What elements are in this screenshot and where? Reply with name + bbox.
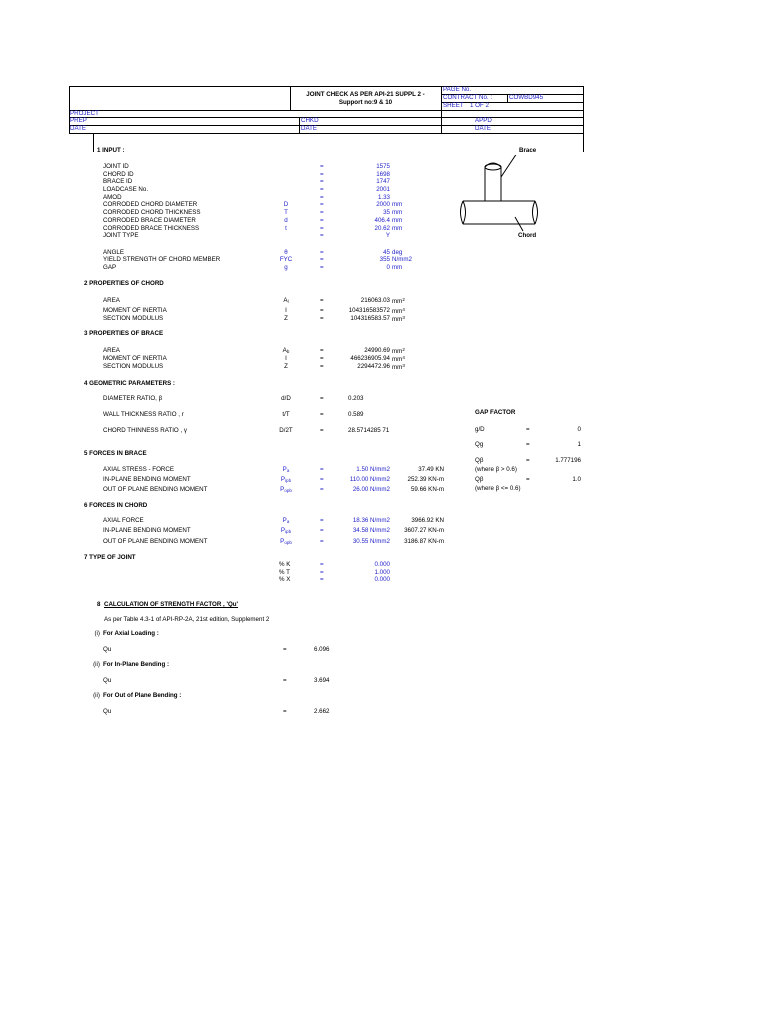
input-symbol: g xyxy=(284,264,288,271)
input-symbol: D xyxy=(283,201,289,208)
input-label: ANGLE xyxy=(103,249,124,256)
input-value: 406.4 xyxy=(374,217,390,224)
property-unit-power: 4 xyxy=(402,355,405,360)
input-label: JOINT TYPE xyxy=(103,232,139,239)
input-symbol: FYC xyxy=(279,256,293,263)
force-value: 3966.92 KN xyxy=(411,517,444,524)
input-label: JOINT ID xyxy=(103,163,129,170)
property-label: MOMENT OF INERTIA xyxy=(103,307,167,314)
equals-sign: = xyxy=(320,569,324,576)
equals-sign: = xyxy=(320,307,324,314)
equals-sign: = xyxy=(526,457,530,464)
force-symbol-subscript: ipb xyxy=(285,529,292,534)
property-label: AREA xyxy=(103,347,120,354)
force-value: 3607.27 KN-m xyxy=(404,527,444,534)
force-value: 59.66 KN-m xyxy=(410,486,444,493)
property-unit xyxy=(392,364,405,371)
case-title: For Out of Plane Bending : xyxy=(103,692,182,699)
case-value: 2.662 xyxy=(314,708,330,715)
geom-label: CHORD THINNESS RATIO , γ xyxy=(103,427,187,434)
joint-type-label: % T xyxy=(279,569,290,576)
property-unit-text: mm xyxy=(392,364,403,371)
case-title: For In-Plane Bending : xyxy=(103,661,169,668)
input-label: YIELD STRENGTH OF CHORD MEMBER xyxy=(103,256,221,263)
equals-sign: = xyxy=(320,576,324,583)
contract-value: COWBD945 xyxy=(509,94,544,101)
force-symbol-text: P xyxy=(280,527,286,534)
force-value: 3186.87 KN-m xyxy=(404,538,444,545)
section-forces-chord-heading: 6 FORCES IN CHORD xyxy=(84,502,148,509)
input-symbol: t xyxy=(285,225,287,232)
equals-sign: = xyxy=(320,264,324,271)
property-value: 24990.69 xyxy=(364,347,390,354)
property-symbol xyxy=(276,356,296,363)
contract-label: CONTRACT No. : xyxy=(443,94,493,101)
force-value: 37.49 KN xyxy=(418,466,444,473)
property-symbol xyxy=(276,348,296,355)
property-unit xyxy=(392,316,405,323)
prep-date-label: DATE xyxy=(70,125,87,132)
gap-factor-value: 1.0 xyxy=(572,476,581,483)
input-label: AMOD xyxy=(103,194,122,201)
property-unit-power: 2 xyxy=(402,297,405,302)
appd-date-label: DATE xyxy=(475,125,492,132)
prep-label: PREP xyxy=(70,117,87,124)
equals-sign: = xyxy=(320,427,324,434)
property-unit-text: mm xyxy=(392,316,403,323)
case-value: 3.694 xyxy=(314,677,330,684)
force-symbol-text: P xyxy=(280,476,286,483)
property-unit-text: mm xyxy=(392,356,403,363)
input-unit: mm xyxy=(392,264,403,271)
equals-sign: = xyxy=(320,315,324,322)
sheet-value: 1 OF 2 xyxy=(470,102,489,109)
property-symbol-text: Z xyxy=(284,363,288,370)
equals-sign: = xyxy=(320,178,324,185)
equals-sign: = xyxy=(320,363,324,370)
force-symbol xyxy=(276,467,296,474)
case-number: (i) xyxy=(94,630,100,637)
equals-sign: = xyxy=(320,347,324,354)
equals-sign: = xyxy=(283,646,287,653)
property-value: 104316583.57 xyxy=(350,315,390,322)
equals-sign: = xyxy=(320,163,324,170)
report-title: JOINT CHECK AS PER API-21 SUPPL 2 - xyxy=(306,91,425,98)
gap-factor-label: Qβ xyxy=(475,476,484,483)
input-symbol: θ xyxy=(284,249,288,256)
property-unit-text: mm xyxy=(392,298,403,305)
case-label: Qu xyxy=(103,677,112,684)
property-unit-power: 3 xyxy=(402,315,405,320)
page-no-label: PAGE No. xyxy=(443,86,472,93)
equals-sign: = xyxy=(320,395,324,402)
force-symbol-subscript: ipb xyxy=(285,478,292,483)
equals-sign: = xyxy=(320,517,324,524)
property-symbol-text: I xyxy=(285,355,287,362)
case-number: (ii) xyxy=(93,692,100,699)
property-symbol-subscript: b xyxy=(286,349,290,354)
force-symbol-text: P xyxy=(282,517,287,524)
force-label: OUT OF PLANE BENDING MOMENT xyxy=(103,486,208,493)
equals-sign: = xyxy=(526,441,530,448)
force-stress: 30.55 N/mm2 xyxy=(352,538,390,545)
property-unit-power: 2 xyxy=(402,347,405,352)
input-label: CORRODED CHORD THICKNESS xyxy=(103,209,201,216)
input-unit: N/mm2 xyxy=(392,256,412,263)
input-value: 1.33 xyxy=(377,194,390,201)
equals-sign: = xyxy=(320,486,324,493)
input-label: CORRODED CHORD DIAMETER xyxy=(103,201,198,208)
input-value: 20.62 xyxy=(374,225,390,232)
force-symbol xyxy=(276,487,296,494)
force-stress: 34.58 N/mm2 xyxy=(352,527,390,534)
force-symbol xyxy=(276,518,296,525)
geom-symbol: t/T xyxy=(282,411,290,418)
equals-sign: = xyxy=(320,225,324,232)
strength-reference: As per Table 4.3-1 of API-RP-2A, 21st edition, Supplement 2 xyxy=(104,616,270,623)
section-chord-props-heading: 2 PROPERTIES OF CHORD xyxy=(84,280,164,287)
section-geom-heading: 4 GEOMETRIC PARAMETERS : xyxy=(84,380,175,387)
equals-sign: = xyxy=(320,355,324,362)
chkd-label: CHKD xyxy=(301,117,319,124)
input-label: CORRODED BRACE THICKNESS xyxy=(103,225,200,232)
geom-value: 0.589 xyxy=(348,411,364,418)
equals-sign: = xyxy=(320,186,324,193)
force-symbol-subscript: a xyxy=(286,468,290,473)
input-unit: mm xyxy=(392,217,403,224)
input-value: 355 xyxy=(379,256,390,263)
equals-sign: = xyxy=(320,297,324,304)
section-brace-props-heading: 3 PROPERTIES OF BRACE xyxy=(84,330,164,337)
force-symbol-subscript: opb xyxy=(284,540,292,545)
case-number: (ii) xyxy=(93,661,100,668)
input-value: Y xyxy=(385,232,390,239)
report-subtitle: Support no:9 & 10 xyxy=(338,99,393,106)
section-strength-num: 8 xyxy=(97,601,101,608)
input-unit: mm xyxy=(392,209,403,216)
equals-sign: = xyxy=(320,232,324,239)
force-symbol-subscript: a xyxy=(286,519,290,524)
equals-sign: = xyxy=(320,527,324,534)
geom-symbol: D/2T xyxy=(279,427,293,434)
force-value: 252.39 KN-m xyxy=(407,476,444,483)
property-unit xyxy=(392,298,405,305)
input-value: 2000 xyxy=(376,201,390,208)
force-symbol xyxy=(276,539,296,546)
diagram-brace-label: Brace xyxy=(519,147,537,154)
gap-factor-label: Qg xyxy=(475,441,484,448)
section-input-heading: 1 INPUT : xyxy=(97,147,125,154)
case-label: Qu xyxy=(103,646,112,653)
joint-type-value: 0.000 xyxy=(374,561,390,568)
input-value: 1575 xyxy=(376,163,390,170)
input-unit: mm xyxy=(392,225,403,232)
force-label: OUT OF PLANE BENDING MOMENT xyxy=(103,538,208,545)
equals-sign: = xyxy=(320,476,324,483)
force-symbol xyxy=(276,477,296,484)
force-label: IN-PLANE BENDING MOMENT xyxy=(103,527,191,534)
equals-sign: = xyxy=(320,201,324,208)
gap-factor-note: (where β > 0.6) xyxy=(475,466,517,473)
property-unit-text: mm xyxy=(392,308,403,315)
input-label: GAP xyxy=(103,264,117,271)
input-unit: deg xyxy=(392,249,403,256)
force-symbol-text: P xyxy=(280,538,285,545)
input-value: 35 xyxy=(383,209,390,216)
geom-label: WALL THICKNESS RATIO , r xyxy=(103,411,184,418)
equals-sign: = xyxy=(526,426,530,433)
input-value: 45 xyxy=(383,249,390,256)
force-label: IN-PLANE BENDING MOMENT xyxy=(103,476,191,483)
equals-sign: = xyxy=(526,476,530,483)
force-stress: 18.36 N/mm2 xyxy=(352,517,390,524)
property-symbol-text: A xyxy=(283,297,288,304)
property-unit-power: 3 xyxy=(402,363,405,368)
property-label: AREA xyxy=(103,297,120,304)
input-label: CORRODED BRACE DIAMETER xyxy=(103,217,196,224)
input-value: 1698 xyxy=(376,171,390,178)
project-label: PROJECT xyxy=(70,110,99,117)
appd-label: APPD xyxy=(475,117,492,124)
joint-type-label: % X xyxy=(279,576,291,583)
section-joint-type-heading: 7 TYPE OF JOINT xyxy=(84,554,136,561)
joint-type-label: % K xyxy=(279,561,291,568)
force-symbol-text: P xyxy=(280,486,285,493)
property-value: 104316583572 xyxy=(348,307,390,314)
property-label: SECTION MODULUS xyxy=(103,315,164,322)
gap-factor-title: GAP FACTOR xyxy=(475,409,516,416)
input-value: 1747 xyxy=(376,178,390,185)
force-stress: 110.00 N/mm2 xyxy=(349,476,390,483)
equals-sign: = xyxy=(320,411,324,418)
property-symbol xyxy=(276,364,296,371)
equals-sign: = xyxy=(283,677,287,684)
section-forces-brace-heading: 5 FORCES IN BRACE xyxy=(84,450,147,457)
equals-sign: = xyxy=(320,194,324,201)
input-symbol: T xyxy=(284,209,288,216)
force-label: AXIAL FORCE xyxy=(103,517,144,524)
geom-symbol: d/D xyxy=(281,395,291,402)
input-label: LOADCASE No. xyxy=(103,186,149,193)
force-symbol-text: P xyxy=(282,466,287,473)
joint-type-value: 0.000 xyxy=(374,576,390,583)
force-symbol xyxy=(276,528,296,535)
input-label: CHORD ID xyxy=(103,171,134,178)
case-title: For Axial Loading : xyxy=(103,630,159,637)
force-stress: 26.00 N/mm2 xyxy=(352,486,390,493)
force-stress: 1.50 N/mm2 xyxy=(356,466,390,473)
diagram-chord-label: Chord xyxy=(518,232,537,239)
property-unit-power: 4 xyxy=(402,307,405,312)
gap-factor-label: Qβ xyxy=(475,457,484,464)
geom-value: 0.203 xyxy=(348,395,364,402)
input-unit: mm xyxy=(392,201,403,208)
case-value: 6.096 xyxy=(314,646,330,653)
equals-sign: = xyxy=(320,217,324,224)
equals-sign: = xyxy=(320,466,324,473)
property-symbol xyxy=(276,298,296,305)
equals-sign: = xyxy=(320,171,324,178)
property-symbol-text: Z xyxy=(284,315,288,322)
property-symbol xyxy=(276,316,296,323)
force-label: AXIAL STRESS - FORCE xyxy=(103,466,174,473)
equals-sign: = xyxy=(320,561,324,568)
equals-sign: = xyxy=(320,249,324,256)
gap-factor-note: (where β <= 0.6) xyxy=(475,485,521,492)
joint-type-value: 1.000 xyxy=(374,569,390,576)
force-symbol-subscript: opb xyxy=(284,488,292,493)
property-symbol-text: I xyxy=(285,307,287,314)
property-symbol-text: A xyxy=(282,347,287,354)
sheet-label: SHEET xyxy=(443,102,464,109)
section-strength-heading: CALCULATION OF STRENGTH FACTOR , 'Qu' xyxy=(104,601,239,608)
case-label: Qu xyxy=(103,708,112,715)
input-symbol: d xyxy=(284,217,288,224)
property-label: SECTION MODULUS xyxy=(103,363,164,370)
property-value: 2294472.96 xyxy=(357,363,390,370)
joint-sketch-icon xyxy=(455,155,555,235)
gap-factor-value: 1.777196 xyxy=(555,457,581,464)
chkd-date-label: DATE xyxy=(301,125,318,132)
property-symbol-subscript: l xyxy=(287,299,289,304)
gap-factor-value: 0 xyxy=(577,426,581,433)
property-value: 216063.03 xyxy=(360,297,390,304)
equals-sign: = xyxy=(320,209,324,216)
gap-factor-label: g/D xyxy=(475,426,485,433)
property-unit-text: mm xyxy=(392,348,403,355)
equals-sign: = xyxy=(320,256,324,263)
equals-sign: = xyxy=(320,538,324,545)
property-value: 466236905.94 xyxy=(350,355,390,362)
equals-sign: = xyxy=(283,708,287,715)
property-symbol xyxy=(276,308,296,315)
input-value: 2001 xyxy=(376,186,390,193)
gap-factor-value: 1 xyxy=(577,441,581,448)
geom-label: DIAMETER RATIO, β xyxy=(103,395,163,402)
input-value: 0 xyxy=(386,264,390,271)
input-label: BRACE ID xyxy=(103,178,133,185)
property-label: MOMENT OF INERTIA xyxy=(103,355,167,362)
geom-value: 28.5714285 71 xyxy=(348,427,390,434)
